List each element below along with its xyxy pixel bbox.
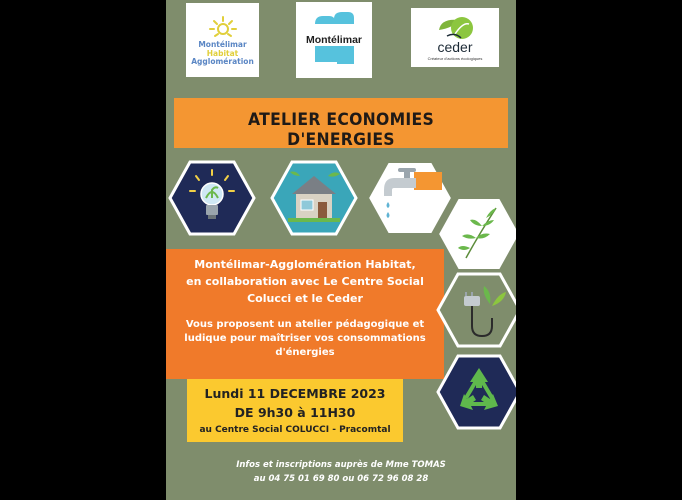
- event-time: DE 9h30 à 11H30: [234, 405, 356, 420]
- description-line: Colucci et le Ceder: [247, 292, 363, 305]
- house-icon: [270, 160, 358, 236]
- logo-text-line1: Montélimar: [198, 40, 247, 50]
- logo-montelimar-habitat: [186, 3, 259, 77]
- description-line: d'énergies: [275, 347, 335, 358]
- description-offer: [174, 318, 436, 360]
- logo-montelimar-label: Montélimar: [305, 34, 362, 46]
- description-line: en collaboration avec Le Centre Social: [186, 275, 424, 288]
- light-bulb-icon: [168, 160, 256, 236]
- info-phone: au 04 75 01 69 80 ou 06 72 96 08 28: [253, 474, 429, 484]
- logo-text-line2: Habitat: [206, 48, 239, 58]
- logo-text-line3: Agglomération: [191, 57, 254, 67]
- description-partners: [174, 256, 436, 307]
- logo-montelimar: [296, 2, 372, 78]
- ceder-tagline: Créateur d'actions écologiques: [427, 56, 483, 61]
- event-location: au Centre Social COLUCCI - Pracomtal: [199, 425, 391, 435]
- logo-ceder: [411, 8, 499, 67]
- plug-leaf-icon: [436, 272, 516, 348]
- plant-icon: [436, 196, 516, 272]
- recycle-icon: [436, 354, 516, 430]
- title-banner: [174, 98, 508, 148]
- description-line: Vous proposent un atelier pédagogique et: [185, 319, 425, 330]
- poster: [166, 0, 516, 500]
- description-line: Montélimar-Agglomération Habitat,: [194, 258, 416, 271]
- event-date: Lundi 11 DECEMBRE 2023: [204, 386, 386, 401]
- description-line: ludique pour maîtriser vos consommations: [184, 333, 426, 344]
- ceder-leaf-icon: [433, 14, 477, 42]
- sun-icon: [208, 15, 238, 41]
- page-title: ATELIER ECONOMIES D'ENERGIES: [247, 110, 435, 150]
- info-contact: Infos et inscriptions auprès de Mme TOMAS: [236, 460, 446, 470]
- ceder-name: ceder: [437, 39, 473, 55]
